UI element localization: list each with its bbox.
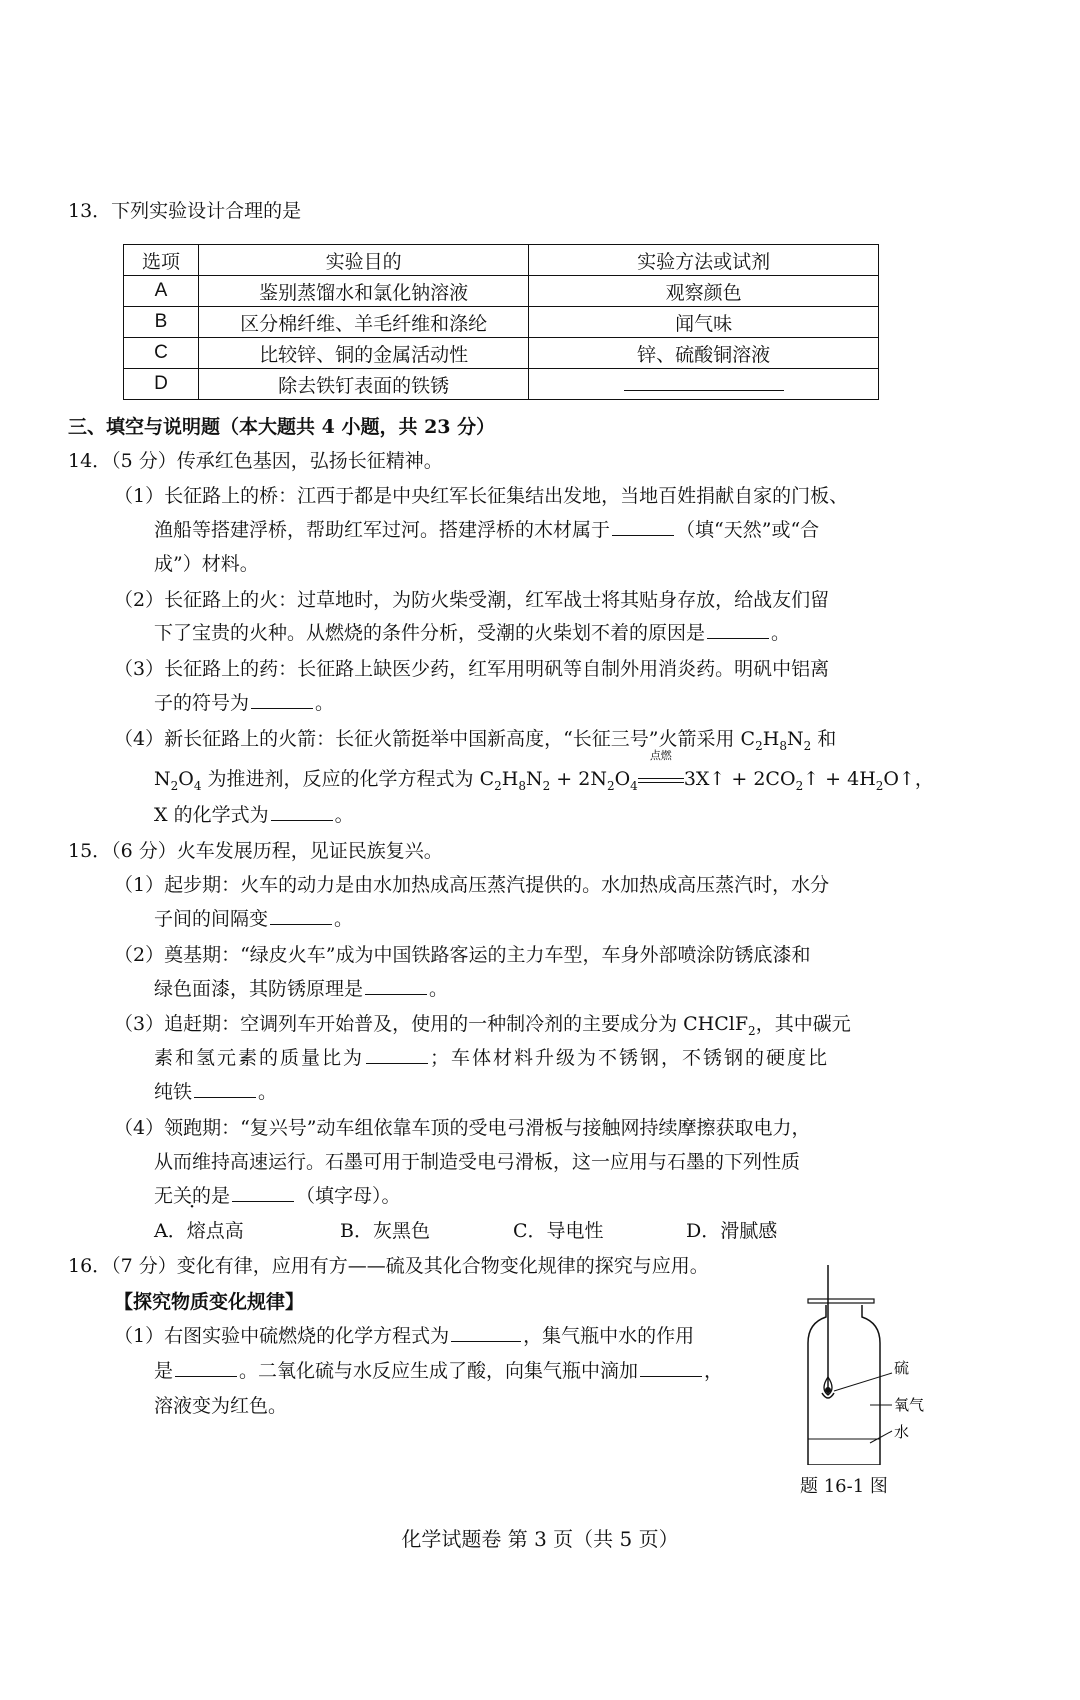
- text: ，其中碳元: [755, 1013, 851, 1035]
- option-cell: A: [124, 276, 199, 307]
- figure-caption: 题 16-1 图: [800, 1476, 888, 1497]
- method-cell: 锌、硫酸铜溶液: [529, 338, 879, 369]
- text: （3）追赶期：空调列车开始普及，使用的一种制冷剂的主要成分为 CHClF: [114, 1013, 749, 1035]
- text: 绿色面漆，其防锈原理是: [154, 978, 364, 1000]
- gas-bottle: [808, 1305, 880, 1465]
- q14-part1-line1: （1）长征路上的桥：江西于都是中央红军长征集结出发地，当地百姓捐献自家的门板、: [114, 485, 849, 507]
- q15-option-c[interactable]: C．导电性: [513, 1220, 604, 1242]
- q16-part1-line2: [154, 1356, 723, 1386]
- table-header-row: [124, 245, 879, 276]
- text: 是: [154, 1360, 174, 1382]
- table-header-cell: 实验目的: [198, 245, 528, 276]
- q16-section-label: 【探究物质变化规律】: [114, 1291, 305, 1313]
- q15-part1-line1: （1）起步期：火车的动力是由水加热成高压蒸汽提供的。水加热成高压蒸汽时，水分: [114, 874, 830, 896]
- figure-label-oxygen: 氧气: [894, 1396, 925, 1414]
- q15-stem: 15．（6 分）火车发展历程，见证民族复兴。: [68, 840, 443, 862]
- table-row: [124, 338, 879, 369]
- answer-blank[interactable]: [640, 1358, 702, 1377]
- reaction-condition: 点燃: [649, 749, 672, 762]
- text: 。: [429, 978, 449, 1000]
- q14-part4-line2: $N_2O_4$ 为推进剂，反应的化学方程式为 $C_2H_8N_2 + 2N_2O_4$ 点燃 3X↑ + $2CO_2↑$ + $4H_2O↑$，: [154, 749, 934, 793]
- glass-plate: [808, 1299, 874, 1303]
- method-cell: 观察颜色: [529, 276, 879, 307]
- text: 素和氢元素的质量比为: [154, 1047, 365, 1069]
- text: 渔船等搭建浮桥，帮助红军过河。搭建浮桥的木材属于: [154, 519, 611, 541]
- text: 子的符号为: [154, 692, 250, 714]
- text: X 的化学式为: [154, 804, 269, 826]
- table-row: [124, 307, 879, 338]
- q14-part1-line2: [154, 515, 819, 545]
- text: 下了宝贵的火种。从燃烧的条件分析，受潮的火柴划不着的原因是: [154, 622, 706, 644]
- answer-blank[interactable]: [612, 517, 674, 536]
- option-cell: B: [124, 307, 199, 338]
- emphasis-text: 无关的是: [154, 1185, 231, 1207]
- q15-option-d[interactable]: D．滑腻感: [686, 1220, 778, 1242]
- q15-part3-line3: [154, 1077, 277, 1107]
- q14-part2-line2: [154, 618, 790, 648]
- option-cell: C: [124, 338, 199, 369]
- option-cell: D: [124, 369, 199, 400]
- answer-blank[interactable]: [175, 1358, 237, 1377]
- text: 。: [258, 1081, 278, 1103]
- figure-label-water: 水: [894, 1423, 910, 1441]
- q14-part4-line1: （4）新长征路上的火箭：长征火箭挺举中国新高度，“长征三号”火箭采用 $C_2H_8N_2$ 和: [114, 728, 837, 753]
- table-row: [124, 369, 879, 400]
- text: 。: [771, 622, 791, 644]
- q16-stem: 16．（7 分）变化有律，应用有方——硫及其化合物变化规律的探究与应用。: [68, 1255, 709, 1277]
- figure-label-sulfur: 硫: [894, 1359, 910, 1377]
- q14-part1-line3: 成”）材料。: [154, 553, 259, 575]
- q15-option-a[interactable]: A．熔点高: [154, 1220, 244, 1242]
- q15-part4-line2: 从而维持高速运行。石墨可用于制造受电弓滑板，这一应用与石墨的下列性质: [154, 1151, 801, 1173]
- text: N: [154, 768, 171, 790]
- goal-cell: 鉴别蒸馏水和氯化钠溶液: [198, 276, 528, 307]
- page-footer: 化学试题卷 第 3 页（共 5 页）: [401, 1527, 679, 1551]
- answer-blank[interactable]: [251, 690, 313, 709]
- answer-blank[interactable]: [270, 906, 332, 925]
- text: （1）右图实验中硫燃烧的化学方程式为: [114, 1325, 450, 1347]
- q15-part4-line1: （4）领跑期：“复兴号”动车组依靠车顶的受电弓滑板与接触网持续摩擦获取电力，: [114, 1117, 811, 1139]
- q16-part1-line3: 溶液变为红色。: [154, 1395, 288, 1417]
- answer-blank[interactable]: [451, 1323, 521, 1342]
- q16-part1-line1: [114, 1321, 694, 1351]
- text: （填字母）。: [296, 1185, 401, 1207]
- q15-part1-line2: [154, 904, 353, 934]
- text: （填“天然”或“合: [676, 519, 820, 541]
- q15-part3-line1: （3）追赶期：空调列车开始普及，使用的一种制冷剂的主要成分为 CHClF$_2$，其中碳元: [114, 1013, 851, 1038]
- goal-cell: 区分棉纤维、羊毛纤维和涤纶: [198, 307, 528, 338]
- q15-part2-line1: （2）奠基期：“绿皮火车”成为中国铁路客运的主力车型，车身外部喷涂防锈底漆和: [114, 944, 811, 966]
- text: （4）新长征路上的火箭：长征火箭挺举中国新高度，“长征三号”火箭采用 C: [114, 728, 756, 750]
- answer-blank[interactable]: [194, 1079, 256, 1098]
- q14-part2-line1: （2）长征路上的火：过草地时，为防火柴受潮，红军战士将其贴身存放，给战友们留: [114, 589, 830, 611]
- text: 。二氧化硫与水反应生成了酸，向集气瓶中滴加: [239, 1360, 639, 1382]
- text: 。: [315, 692, 335, 714]
- answer-blank[interactable]: [232, 1183, 294, 1202]
- q14-part3-line1: （3）长征路上的药：长征路上缺医少药，红军用明矾等自制外用消炎药。明矾中铝离: [114, 658, 830, 680]
- text: ；车体材料升级为不锈钢，不锈钢的硬度比: [430, 1047, 830, 1069]
- table-header-cell: 选项: [124, 245, 199, 276]
- q15-option-b[interactable]: B．灰黑色: [340, 1220, 430, 1242]
- reaction-arrow: [638, 749, 684, 794]
- text: 纯铁: [154, 1081, 193, 1103]
- goal-cell: 除去铁钉表面的铁锈: [198, 369, 528, 400]
- answer-blank[interactable]: [271, 802, 333, 821]
- answer-blank[interactable]: [624, 372, 784, 391]
- text: 。: [334, 908, 354, 930]
- answer-blank[interactable]: [707, 620, 769, 639]
- table-header-cell: 实验方法或试剂: [529, 245, 879, 276]
- answer-blank[interactable]: [365, 976, 427, 995]
- q15-part3-line2: [154, 1043, 829, 1073]
- method-cell: 闻气味: [529, 307, 879, 338]
- goal-cell: 比较锌、铜的金属活动性: [198, 338, 528, 369]
- method-cell: [529, 369, 879, 400]
- q14-stem: 14．（5 分）传承红色基因，弘扬长征精神。: [68, 450, 443, 472]
- answer-blank[interactable]: [366, 1045, 428, 1064]
- section-heading: 三、填空与说明题（本大题共 4 小题，共 23 分）: [68, 416, 496, 438]
- sulfur-icon: [825, 1387, 831, 1393]
- q15-part4-line3: [154, 1181, 401, 1211]
- text: ，: [704, 1360, 724, 1382]
- table-row: [124, 276, 879, 307]
- sulfur-combustion-figure: [800, 1265, 940, 1465]
- text: 子间的间隔变: [154, 908, 269, 930]
- q13-table: [123, 244, 879, 400]
- q14-part3-line2: [154, 688, 334, 718]
- q13-stem: 13．下列实验设计合理的是: [68, 200, 302, 222]
- q15-part2-line2: [154, 974, 448, 1004]
- text: ，集气瓶中水的作用: [523, 1325, 695, 1347]
- text: 。: [334, 804, 354, 826]
- q14-part4-line3: [154, 800, 354, 830]
